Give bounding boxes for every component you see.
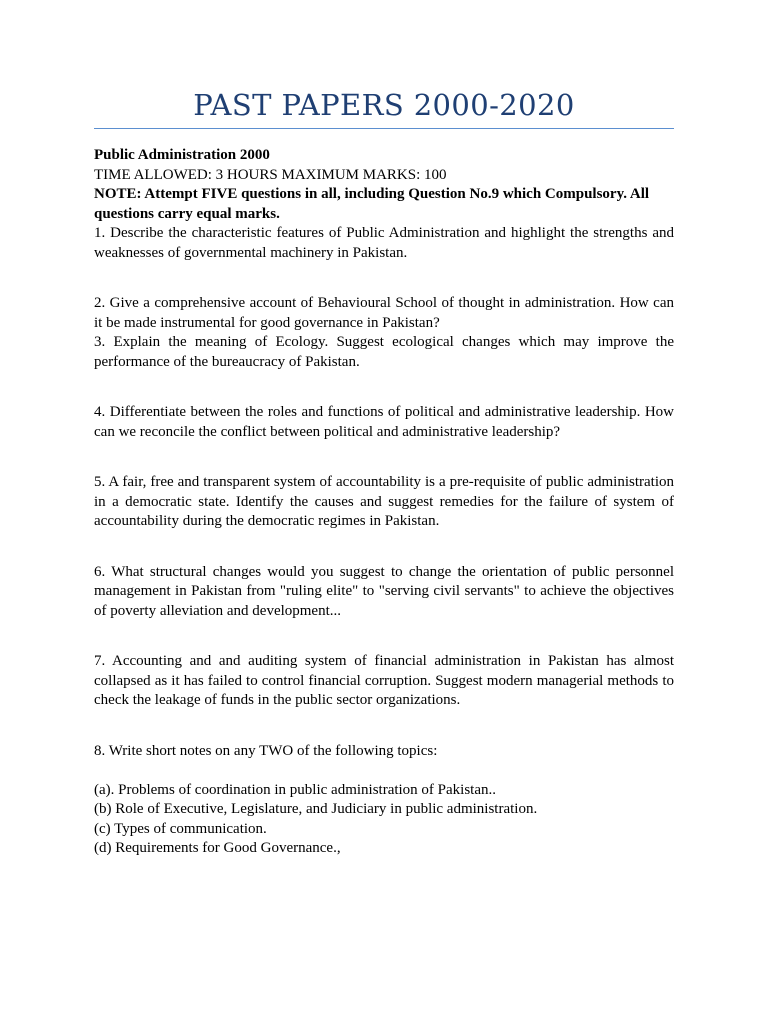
spacer <box>94 711 674 742</box>
spacer <box>94 372 674 403</box>
topic-a: (a). Problems of coordination in public administration of Pakistan.. <box>94 781 497 798</box>
time-marks-line: TIME ALLOWED: 3 HOURS MAXIMUM MARKS: 100 <box>94 166 447 183</box>
spacer <box>94 532 674 563</box>
question-3: 3. Explain the meaning of Ecology. Suggest ecological changes which may improve the performance of the bureaucracy of Pakistan. <box>94 334 674 370</box>
question-6: 6. What structural changes would you suggest to change the orientation of public personnel management in Pakistan from "ruling elite" to "serving civil servants" to achieve the objectives of poverty alleviation and development... <box>94 563 674 619</box>
topic-d: (d) Requirements for Good Governance., <box>94 840 341 856</box>
question-8: 8. Write short notes on any TWO of the following topics: <box>94 742 438 759</box>
paper-heading: Public Administration 2000 <box>94 147 270 163</box>
question-4: 4. Differentiate between the roles and functions of political and administrative leadership. How can we reconcile the conflict between political and administrative leadership? <box>94 404 674 440</box>
question-2: 2. Give a comprehensive account of Behavioural School of thought in administration. How can it be made instrumental for good governance in Pakistan? <box>94 295 674 331</box>
spacer <box>94 442 674 473</box>
question-5: 5. A fair, free and transparent system of accountability is a pre-requisite of public administration in a democratic state. Identify the causes and suggest remedies for the failure of system of accountability during the democratic regimes in Pakistan. <box>94 474 674 529</box>
title-divider <box>94 128 674 129</box>
topic-b: (b) Role of Executive, Legislature, and Judiciary in public administration. <box>94 801 538 817</box>
spacer <box>94 621 674 652</box>
question-1: 1. Describe the characteristic features of Public Administration and highlight the strengths and weaknesses of governmental machinery in Pakistan. <box>94 225 674 261</box>
spacer <box>94 263 674 294</box>
question-7: 7. Accounting and and auditing system of financial administration in Pakistan has almost collapsed as it has failed to control financial corruption. Suggest modern managerial methods to check the leakage of funds in the public sector organizations. <box>94 653 674 708</box>
spacer <box>94 761 674 781</box>
instructions-note: NOTE: Attempt FIVE questions in all, including Question No.9 which Compulsory. All questions carry equal marks. <box>94 186 650 222</box>
topic-c: (c) Types of communication. <box>94 820 267 837</box>
document-body <box>94 146 674 859</box>
page-title: PAST PAPERS 2000-2020 <box>193 88 575 122</box>
